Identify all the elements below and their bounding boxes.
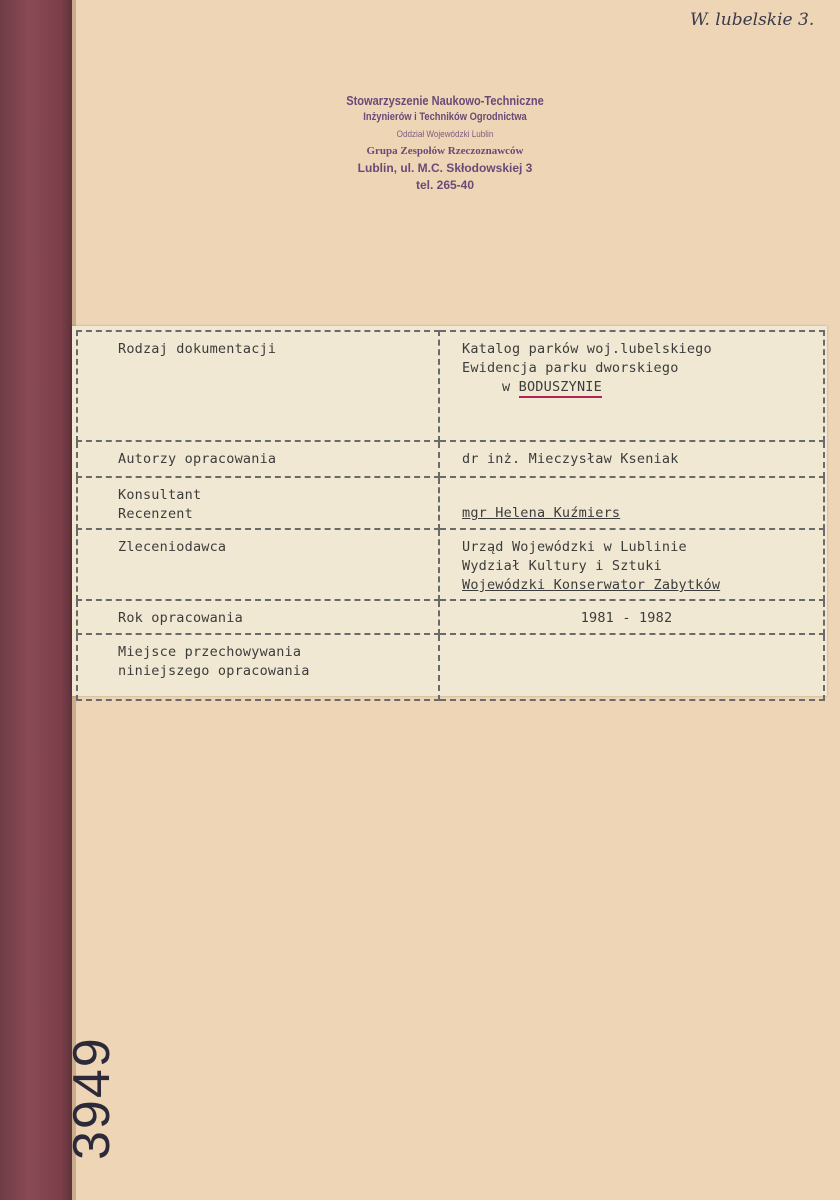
value-commissioner: Urząd Wojewódzki w Lublinie Wydział Kultury i Sztuki Wojewódzki Konserwator Zabytków: [439, 529, 824, 600]
stamp-line-4: Grupa Zespołów Rzeczoznawców: [366, 145, 524, 157]
label-year: Rok opracowania: [77, 600, 439, 634]
label-storage-location: Miejsce przechowywania niniejszego opracowania: [77, 634, 439, 700]
handwritten-corner-note: W. lubelskie 3.: [690, 10, 815, 30]
value-year: 1981 - 1982: [439, 600, 824, 634]
label-documentation-type: Rodzaj dokumentacji: [77, 331, 439, 441]
table-row: [77, 331, 824, 441]
document-label-card: [72, 326, 827, 696]
stamp-line-6: tel. 265-40: [415, 178, 475, 192]
label-commissioner: Zleceniodawca: [77, 529, 439, 600]
table-row: [77, 477, 824, 529]
stamp-line-2: Inżynierów i Techników Ogrodnictwa: [363, 111, 527, 123]
stamp-line-1: Stowarzyszenie Naukowo-Techniczne: [346, 93, 544, 108]
table-row: [77, 600, 824, 634]
table-row: [77, 634, 824, 700]
value-documentation-type: Katalog parków woj.lubelskiego Ewidencja parku dworskiego w BODUSZYNIE: [439, 331, 824, 441]
value-authors: dr inż. Mieczysław Kseniak: [439, 441, 824, 477]
park-location: BODUSZYNIE: [519, 379, 602, 398]
table-row: [77, 529, 824, 600]
label-authors: Autorzy opracowania: [77, 441, 439, 477]
institution-stamp: [310, 92, 580, 194]
inventory-number: 3949: [63, 1036, 121, 1160]
stamp-line-3: Oddział Wojewódzki Lublin: [396, 129, 494, 139]
document-info-table: [76, 330, 825, 701]
value-reviewer: mgr Helena Kuźmiers: [439, 477, 824, 529]
table-row: [77, 441, 824, 477]
value-storage-location: [439, 634, 824, 700]
binding-spine: [0, 0, 72, 1200]
stamp-line-5: Lublin, ul. M.C. Skłodowskiej 3: [357, 161, 533, 175]
label-consultant-reviewer: Konsultant Recenzent: [77, 477, 439, 529]
